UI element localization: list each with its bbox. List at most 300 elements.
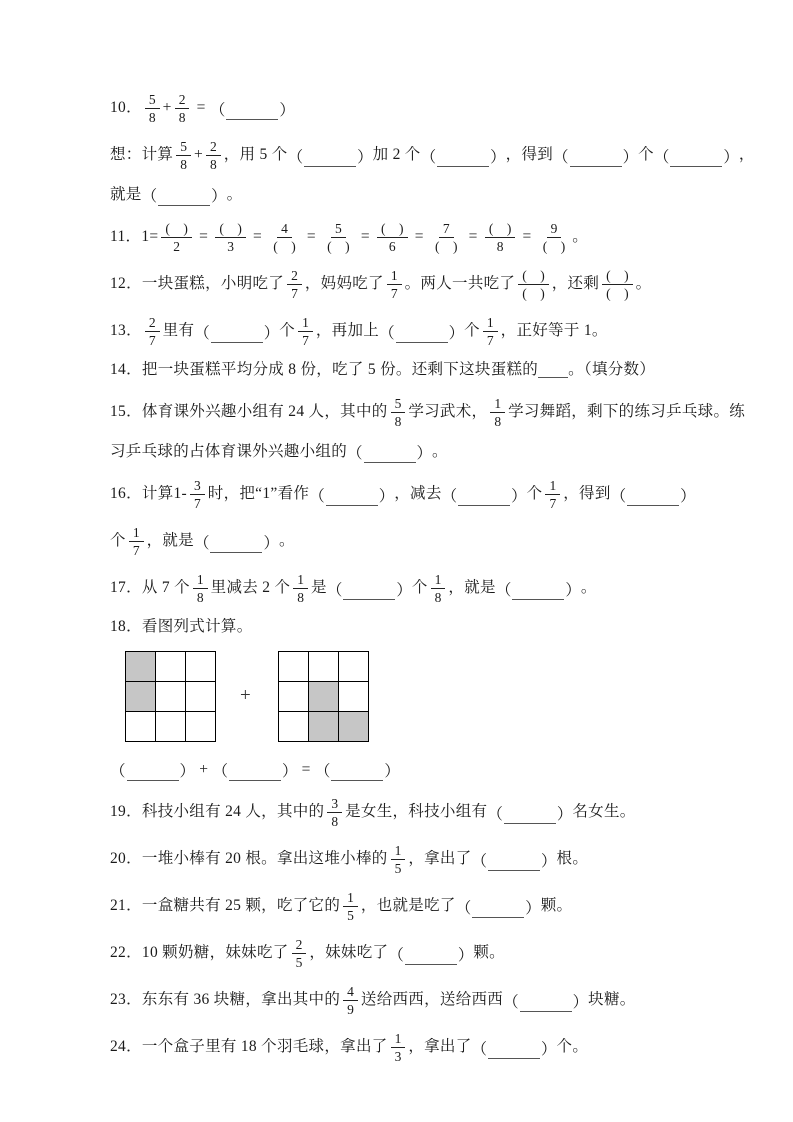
answer-blank[interactable] xyxy=(503,990,588,1012)
question-21-text: ，也就是吃了 xyxy=(360,897,456,915)
close-paren: ） xyxy=(541,1040,557,1058)
fraction xyxy=(490,396,505,429)
fraction-numerator: ( ) xyxy=(602,268,633,285)
fraction-numerator: 4 xyxy=(343,984,358,1001)
blank-underline xyxy=(437,152,489,167)
fraction xyxy=(485,221,516,254)
question-23-text: 块糖。 xyxy=(588,991,636,1009)
answer-blank[interactable] xyxy=(487,802,572,824)
fraction xyxy=(129,525,144,558)
question-10-text: ，用 5 个 xyxy=(223,146,288,164)
fraction-numerator: 1 xyxy=(387,268,402,285)
close-paren: ） xyxy=(416,445,433,462)
fraction xyxy=(431,572,446,605)
blank-underline xyxy=(472,903,524,918)
fraction-numerator: 2 xyxy=(145,315,160,332)
fraction-numerator: 2 xyxy=(206,139,221,156)
question-10-text: 10． xyxy=(110,99,142,117)
question-22 xyxy=(110,935,693,972)
fraction-numerator: 1 xyxy=(483,315,498,332)
question-15-line-1 xyxy=(110,441,693,463)
fraction-numerator: 5 xyxy=(176,139,191,156)
question-16-text: ，就是 xyxy=(146,532,194,550)
blank-underline xyxy=(326,491,378,506)
open-paren: （ xyxy=(471,852,488,870)
question-11-text: 11．1= xyxy=(110,228,159,246)
close-paren: ） xyxy=(263,534,279,552)
fraction xyxy=(287,268,302,301)
question-16-text: 个 xyxy=(110,532,126,550)
open-paren: （ xyxy=(287,148,304,166)
fraction-denominator: 8 xyxy=(394,414,402,429)
question-10-line-1 xyxy=(110,137,755,174)
fraction-numerator: 5 xyxy=(391,396,406,413)
fraction-numerator: 1 xyxy=(545,478,560,495)
fraction-denominator: 5 xyxy=(347,908,354,923)
close-paren: ） xyxy=(541,852,557,870)
question-13-text: ，正好等于 1。 xyxy=(500,322,608,340)
fraction-denominator: ( ) xyxy=(273,239,296,254)
fraction xyxy=(327,796,342,829)
question-20 xyxy=(110,841,693,878)
grid-cell-shaded xyxy=(126,682,156,712)
question-16-line-1 xyxy=(110,523,693,560)
fraction-denominator: 8 xyxy=(494,414,502,429)
question-16-text: 。 xyxy=(279,532,295,550)
fraction xyxy=(145,92,160,125)
blank-underline xyxy=(488,856,540,871)
open-paren: （ xyxy=(194,324,210,342)
question-22-line-0 xyxy=(110,935,693,972)
grid-cell xyxy=(156,652,186,682)
blank-underline xyxy=(343,585,395,600)
fraction-numerator: 4 xyxy=(277,221,292,238)
question-17-text: 。 xyxy=(580,579,597,597)
fraction-numerator: 5 xyxy=(145,92,160,109)
question-10-text: + xyxy=(193,146,203,164)
question-21-text: 21．一盒糖共有 25 颗，吃了它的 xyxy=(110,897,341,915)
fraction-denominator: 8 xyxy=(434,590,442,605)
question-24 xyxy=(110,1029,693,1066)
question-24-text: ，拿出了 xyxy=(408,1038,472,1056)
answer-blank[interactable] xyxy=(553,145,638,167)
question-13-text: 13． xyxy=(110,322,142,340)
answer-blank[interactable] xyxy=(456,896,541,918)
fraction xyxy=(343,890,358,923)
question-24-line-0 xyxy=(110,1029,693,1066)
fraction-grid-1 xyxy=(125,651,216,742)
fraction-numerator: 5 xyxy=(331,221,346,238)
fraction xyxy=(175,92,190,125)
blank-underline xyxy=(488,1044,540,1059)
answer-blank[interactable] xyxy=(309,484,394,506)
close-paren: ） xyxy=(490,148,506,166)
open-paren: （ xyxy=(110,763,126,780)
question-10-text: + xyxy=(162,99,172,117)
question-17-text: 是 xyxy=(311,579,327,597)
fraction-numerator: ( ) xyxy=(518,268,549,285)
fraction-numerator: 1 xyxy=(391,1031,406,1048)
fraction-denominator: 7 xyxy=(486,333,494,348)
question-11 xyxy=(110,219,693,256)
question-15-text: 。 xyxy=(432,442,448,460)
answer-blank[interactable] xyxy=(110,759,195,781)
fraction xyxy=(206,139,221,172)
fraction xyxy=(391,1031,406,1064)
fraction xyxy=(431,221,462,254)
fraction xyxy=(518,268,549,301)
blank-underline xyxy=(331,766,383,781)
fraction-numerator: ( ) xyxy=(215,221,246,238)
fraction-numerator: ( ) xyxy=(485,221,516,238)
grid-cell xyxy=(156,682,186,712)
grid-cell xyxy=(279,712,309,742)
question-10-text: 就是 xyxy=(110,185,142,203)
grid-cell xyxy=(339,652,369,682)
question-18-text: 18．看图列式计算。 xyxy=(110,618,253,636)
fraction-numerator: 1 xyxy=(431,572,446,589)
fraction-denominator: 7 xyxy=(302,333,309,348)
close-paren: ） xyxy=(556,805,573,823)
fraction-numerator: 2 xyxy=(292,937,307,954)
fraction xyxy=(161,221,192,254)
fraction-numerator: 2 xyxy=(287,268,302,285)
question-24-text: 24．一个盒子里有 18 个羽毛球，拿出了 xyxy=(110,1038,388,1056)
close-paren: ） xyxy=(448,324,465,342)
fraction xyxy=(145,315,160,348)
question-12 xyxy=(110,266,693,303)
question-18-text: + xyxy=(195,760,213,778)
question-10-text: = xyxy=(192,99,210,117)
question-17-text: ，就是 xyxy=(448,579,496,597)
fraction-grids-figure xyxy=(125,651,693,742)
open-paren: （ xyxy=(209,101,226,119)
fraction xyxy=(190,478,205,511)
question-19 xyxy=(110,794,693,831)
grid-cell xyxy=(186,652,216,682)
question-23-text: 23．东东有 36 块糖，拿出其中的 xyxy=(110,991,341,1009)
fraction-denominator: 3 xyxy=(394,1049,402,1064)
close-paren: ） xyxy=(378,487,395,505)
open-paren: （ xyxy=(314,763,331,780)
fraction-denominator: 7 xyxy=(390,286,398,301)
question-15 xyxy=(110,394,746,463)
answer-blank[interactable] xyxy=(388,943,473,965)
answer-blank[interactable] xyxy=(379,321,464,343)
blank-underline xyxy=(512,585,564,600)
question-22-text: 颗。 xyxy=(473,944,505,962)
question-15-line-0 xyxy=(110,394,746,431)
question-14-text: 。（填分数） xyxy=(568,361,656,379)
answer-blank[interactable] xyxy=(142,184,227,206)
question-15-text: 学习舞蹈，剩下的练习乒乓球。练 xyxy=(508,403,746,421)
fraction xyxy=(343,984,358,1017)
fraction xyxy=(391,396,406,429)
question-10-text: 。 xyxy=(226,185,243,203)
fraction-numerator: 1 xyxy=(391,843,406,860)
open-paren: （ xyxy=(495,581,512,599)
question-10-text: 个 xyxy=(638,146,654,164)
close-paren: ） xyxy=(281,763,298,780)
close-paren: ） xyxy=(457,946,474,964)
question-21-line-0 xyxy=(110,888,693,925)
question-20-text: 根。 xyxy=(556,850,589,868)
blank-underline xyxy=(670,152,722,167)
question-13-text: 里有 xyxy=(162,322,195,340)
answer-blank[interactable] xyxy=(472,849,557,871)
grid-cell-shaded xyxy=(309,712,339,742)
fraction-denominator: 9 xyxy=(347,1002,354,1017)
question-16-text: ，减去 xyxy=(394,485,442,503)
question-12-text: ，妈妈吃了 xyxy=(304,275,384,293)
fraction-denominator: 8 xyxy=(178,110,186,125)
answer-blank[interactable] xyxy=(194,531,279,553)
answer-blank[interactable] xyxy=(611,484,696,506)
open-paren: （ xyxy=(455,899,472,917)
answer-blank[interactable] xyxy=(442,484,527,506)
answer-blank[interactable] xyxy=(327,578,412,600)
fraction-denominator: ( ) xyxy=(606,286,629,301)
question-16-text: 16．计算1- xyxy=(110,485,188,503)
open-paren: （ xyxy=(212,763,228,780)
answer-blank[interactable] xyxy=(421,145,506,167)
close-paren: ） xyxy=(211,188,227,205)
close-paren: ） xyxy=(572,993,589,1011)
question-10-line-0 xyxy=(110,90,693,127)
fraction xyxy=(176,139,191,172)
question-13-text: ，再加上 xyxy=(315,322,380,340)
fraction-numerator: 2 xyxy=(175,92,190,109)
answer-blank[interactable] xyxy=(347,441,432,463)
question-16-text: 个 xyxy=(526,485,543,503)
blank-underline xyxy=(570,152,622,167)
question-10-line-2 xyxy=(110,184,693,206)
blank-underline xyxy=(458,491,510,506)
fraction-denominator: 8 xyxy=(496,239,504,254)
fraction-denominator: 7 xyxy=(132,543,140,558)
question-18-line-0 xyxy=(110,617,693,638)
answer-blank[interactable] xyxy=(194,321,279,343)
question-11-text: 。 xyxy=(572,228,589,246)
grid-cell-shaded xyxy=(126,652,156,682)
fraction-numerator: 1 xyxy=(343,890,358,907)
fraction-numerator: 1 xyxy=(298,315,313,332)
grid-cell xyxy=(186,682,216,712)
question-12-text: 。 xyxy=(635,275,652,293)
question-17-text: 个 xyxy=(411,579,428,597)
close-paren: ） xyxy=(263,324,280,342)
open-paren: （ xyxy=(553,148,569,166)
grid-cell xyxy=(156,712,186,742)
question-15-text: 学习武术， xyxy=(408,403,488,421)
blank-underline xyxy=(304,152,356,167)
fraction-denominator: 7 xyxy=(194,496,201,511)
fraction-numerator: 7 xyxy=(439,221,454,238)
question-18-line-2 xyxy=(110,759,693,781)
question-16-text: 时，把“1”看作 xyxy=(207,485,310,503)
fraction-denominator: 5 xyxy=(295,955,303,970)
question-12-text: 。两人一共吃了 xyxy=(404,275,516,293)
blank-underline xyxy=(210,538,262,553)
fraction xyxy=(387,268,402,301)
answer-blank-underline[interactable] xyxy=(538,363,568,378)
question-11-line-0 xyxy=(110,219,693,256)
fraction xyxy=(293,572,308,605)
blank-underline xyxy=(627,491,679,506)
fraction xyxy=(193,572,208,605)
close-paren: ） xyxy=(511,487,527,505)
question-17-text: 里减去 2 个 xyxy=(210,579,291,597)
answer-blank[interactable] xyxy=(472,1037,557,1059)
fraction-numerator: 3 xyxy=(190,478,205,495)
blank-underline xyxy=(127,766,179,781)
plus-operator: + xyxy=(240,685,252,707)
fraction-denominator: 8 xyxy=(331,814,339,829)
close-paren: ） xyxy=(622,148,639,166)
fraction xyxy=(483,315,498,348)
fraction-denominator: 7 xyxy=(148,333,156,348)
close-paren: ） xyxy=(279,101,295,119)
blank-underline xyxy=(405,950,457,965)
question-12-text: ，还剩 xyxy=(551,275,600,293)
fraction-denominator: 8 xyxy=(148,110,156,125)
question-22-text: 22．10 颗奶糖，妹妹吃了 xyxy=(110,944,289,962)
fraction-numerator: ( ) xyxy=(161,221,192,238)
question-16 xyxy=(110,476,696,560)
question-11-text: = xyxy=(248,228,267,246)
open-paren: （ xyxy=(610,487,627,505)
question-11-text: = xyxy=(302,228,321,246)
grid-cell xyxy=(279,652,309,682)
close-paren: ） xyxy=(723,148,739,166)
fraction xyxy=(323,221,354,254)
open-paren: （ xyxy=(471,1040,488,1058)
question-10 xyxy=(110,90,755,206)
fraction xyxy=(298,315,313,348)
grid-cell xyxy=(339,682,369,712)
blank-underline xyxy=(211,328,263,343)
fraction-denominator: 7 xyxy=(549,496,557,511)
fraction xyxy=(391,843,406,876)
question-11-text: = xyxy=(410,228,428,246)
fraction-numerator: 3 xyxy=(327,796,342,813)
blank-underline xyxy=(229,766,281,781)
question-15-text: 习乒乓球的占体育课外兴趣小组的 xyxy=(110,442,348,460)
open-paren: （ xyxy=(347,445,363,462)
fraction-denominator: 5 xyxy=(394,861,402,876)
fraction-numerator: 1 xyxy=(293,572,308,589)
open-paren: （ xyxy=(326,581,343,599)
grid-cell xyxy=(279,682,309,712)
answer-blank[interactable] xyxy=(654,145,739,167)
answer-blank[interactable] xyxy=(210,98,295,120)
question-10-text: 想：计算 xyxy=(110,146,174,164)
question-14-line-0 xyxy=(110,360,693,381)
answer-blank[interactable] xyxy=(212,759,297,781)
fraction-denominator: ( ) xyxy=(434,239,458,254)
grid-cell-shaded xyxy=(339,712,369,742)
fraction xyxy=(539,221,570,254)
question-22-text: ，妹妹吃了 xyxy=(309,944,389,962)
question-10-text: ，得到 xyxy=(505,146,554,164)
question-23 xyxy=(110,982,693,1019)
answer-blank[interactable] xyxy=(496,578,581,600)
question-16-text: ，得到 xyxy=(563,485,611,503)
fraction-denominator: ( ) xyxy=(542,239,566,254)
question-23-text: 送给西西，送给西西 xyxy=(360,991,504,1009)
close-paren: ） xyxy=(680,487,696,505)
fraction-denominator: 8 xyxy=(210,157,217,172)
fraction-grid-2 xyxy=(278,651,369,742)
fraction-numerator: ( ) xyxy=(377,221,408,238)
question-20-text: 20．一堆小棒有 20 根。拿出这堆小棒的 xyxy=(110,850,388,868)
close-paren: ） xyxy=(357,148,373,166)
close-paren: ） xyxy=(179,763,196,780)
question-11-text: = xyxy=(464,228,482,246)
question-17-text: 17．从 7 个 xyxy=(110,579,190,597)
question-18 xyxy=(110,617,693,781)
fraction xyxy=(545,478,560,511)
open-paren: （ xyxy=(441,487,458,505)
fraction xyxy=(377,221,408,254)
open-paren: （ xyxy=(141,188,158,205)
answer-blank[interactable] xyxy=(288,145,373,167)
close-paren: ） xyxy=(525,899,541,917)
question-12-line-0 xyxy=(110,266,693,303)
question-19-text: 是女生，科技小组有 xyxy=(345,803,488,821)
grid-cell xyxy=(186,712,216,742)
fraction-denominator: 8 xyxy=(297,590,305,605)
open-paren: （ xyxy=(420,148,437,166)
fraction-numerator: 1 xyxy=(193,572,208,589)
question-13-line-0 xyxy=(110,313,693,350)
question-11-text: = xyxy=(356,228,375,246)
question-10-text: ， xyxy=(738,146,755,164)
fraction-denominator: 3 xyxy=(227,239,234,254)
grid-cell-shaded xyxy=(309,682,339,712)
question-13 xyxy=(110,313,693,350)
fraction xyxy=(215,221,246,254)
question-14-text: 14．把一块蛋糕平均分成 8 份，吃了 5 份。还剩下这块蛋糕的 xyxy=(110,361,539,379)
question-15-text: 15．体育课外兴趣小组有 24 人，其中的 xyxy=(110,403,388,421)
blank-underline xyxy=(158,191,210,206)
question-14 xyxy=(110,360,693,381)
question-13-text: 个 xyxy=(464,322,480,340)
open-paren: （ xyxy=(193,534,210,552)
fraction-denominator: 7 xyxy=(291,286,298,301)
question-21-text: 颗。 xyxy=(540,897,573,915)
close-paren: ） xyxy=(384,763,400,780)
open-paren: （ xyxy=(309,487,325,505)
question-17 xyxy=(110,570,693,607)
question-12-text: 12．一块蛋糕，小明吃了 xyxy=(110,275,285,293)
open-paren: （ xyxy=(388,946,404,964)
blank-underline xyxy=(520,997,572,1012)
close-paren: ） xyxy=(396,581,412,599)
question-24-text: 个。 xyxy=(556,1038,589,1056)
fraction xyxy=(269,221,300,254)
question-11-text: = xyxy=(518,228,536,246)
fraction-denominator: 8 xyxy=(196,590,204,605)
grid-cell xyxy=(126,712,156,742)
question-10-text: 加 2 个 xyxy=(372,146,421,164)
open-paren: （ xyxy=(653,148,670,166)
grid-cell xyxy=(309,652,339,682)
answer-blank[interactable] xyxy=(315,759,400,781)
fraction-denominator: ( ) xyxy=(327,239,350,254)
fraction xyxy=(292,937,307,970)
question-18-text: = xyxy=(297,760,315,778)
